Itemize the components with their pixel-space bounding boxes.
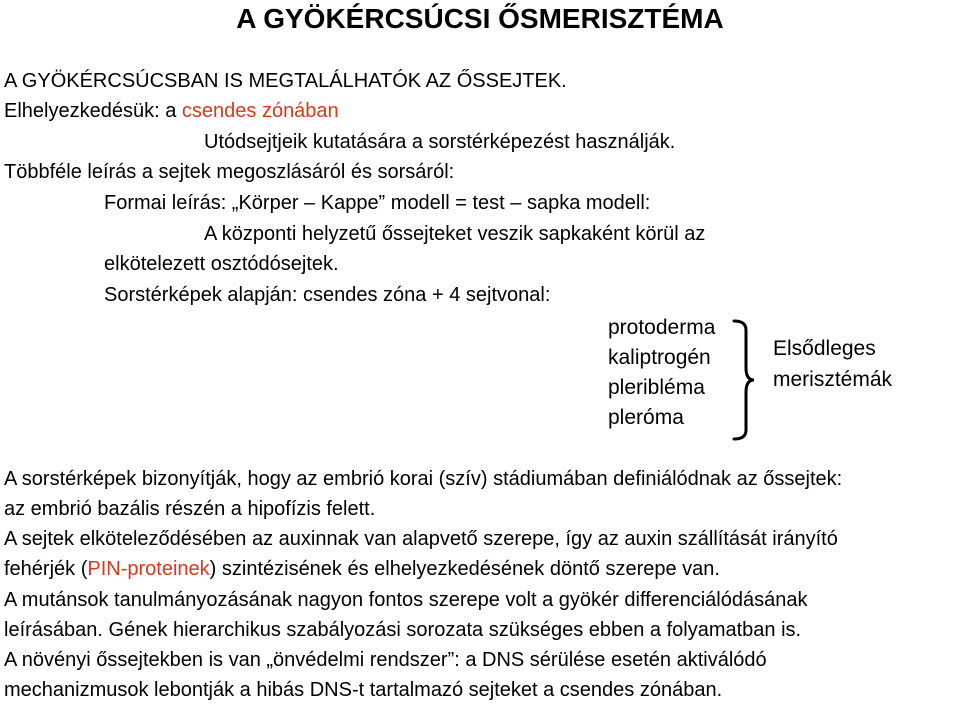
paragraph-line-7: A növényi őssejtekben is van „önvédelmi rendszer”: a DNS sérülése esetén aktiválódó bbox=[4, 649, 767, 671]
fate-mapping-line: Utódsejtjeik kutatására a sorstérképezést használják. bbox=[204, 131, 676, 153]
paragraph-line-5: A mutánsok tanulmányozásának nagyon fontos szerepe volt a gyökér differenciálódásának bbox=[4, 589, 808, 611]
model-explanation-cont: elkötelezett osztódósejtek. bbox=[104, 253, 339, 275]
quiet-zone-highlight: csendes zónában bbox=[181, 100, 339, 122]
paragraph-line-4-a: fehérjék ( bbox=[4, 558, 88, 580]
descriptions-line: Többféle leírás a sejtek megoszlásáról és sorsáról: bbox=[4, 161, 455, 183]
paragraph-line-4 bbox=[4, 555, 720, 583]
cell-line-protoderma: protoderma bbox=[608, 316, 716, 339]
primary-meristems-label-1: Elsődleges bbox=[773, 337, 876, 360]
paragraph-line-4-c: ) szintézisének és elhelyezkedésének döntő szerepe van. bbox=[209, 558, 720, 580]
paragraph-line-6: leírásában. Gének hierarchikus szabályozási sorozata szükséges ebben a folyamatban is. bbox=[4, 619, 802, 641]
fate-map-line: Sorstérképek alapján: csendes zóna + 4 sejtvonal: bbox=[104, 284, 551, 306]
primary-meristems-label-2: merisztémák bbox=[773, 368, 893, 391]
paragraph-line-1: A sorstérképek bizonyítják, hogy az embrió korai (szív) stádiumában definiálódnak az őssejtek: bbox=[4, 468, 843, 490]
intro-line: A GYÖKÉRCSÚCSBAN IS MEGTALÁLHATÓK AZ ŐSSEJTEK. bbox=[4, 70, 567, 92]
paragraph-line-3: A sejtek elköteleződésében az auxinnak van alapvető szerepe, így az auxin szállítását irányító bbox=[4, 528, 838, 550]
cell-line-kaliptrogen: kaliptrogén bbox=[608, 346, 711, 369]
slide-title: A GYÖKÉRCSÚCSI ŐSMERISZTÉMA bbox=[236, 3, 724, 34]
pin-proteins-highlight: PIN-proteinek bbox=[87, 558, 210, 580]
location-label: Elhelyezkedésük: a bbox=[4, 100, 182, 122]
paragraph-line-8: mechanizmusok lebontják a hibás DNS-t tartalmazó sejteket a csendes zónában. bbox=[4, 679, 723, 701]
paragraph-line-2: az embrió bazális részén a hipofízis felett. bbox=[4, 498, 376, 520]
right-brace-icon bbox=[732, 318, 760, 442]
model-explanation-line: A központi helyzetű őssejteket veszik sapkaként körül az bbox=[204, 223, 706, 245]
cell-line-pleriblema: pleribléma bbox=[608, 376, 705, 399]
location-line bbox=[4, 97, 339, 125]
cell-line-pleroma: pleróma bbox=[608, 406, 684, 429]
formal-description-line: Formai leírás: „Körper – Kappe” modell = test – sapka modell: bbox=[104, 192, 651, 214]
